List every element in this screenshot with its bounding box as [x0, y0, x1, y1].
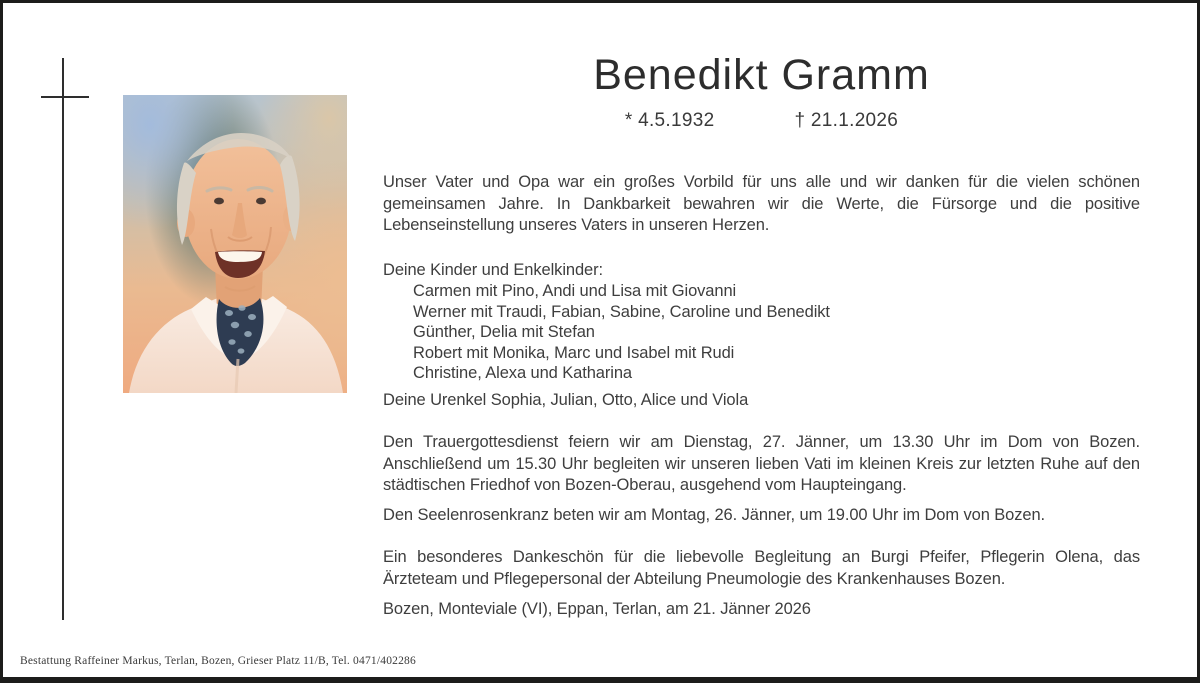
cross-vertical-bar	[62, 58, 64, 620]
death-date: † 21.1.2026	[794, 110, 899, 131]
list-item: Robert mit Monika, Marc und Isabel mit Rudi	[413, 343, 735, 362]
funeral-home-credit: Bestattung Raffeiner Markus, Terlan, Bozen, Grieser Platz 11/B, Tel. 0471/402286	[20, 655, 416, 667]
cross-horizontal-bar	[41, 96, 89, 98]
children-header: Deine Kinder und Enkelkinder:	[383, 260, 603, 279]
place-date-line: Bozen, Monteviale (VI), Eppan, Terlan, am 21. Jänner 2026	[383, 600, 811, 618]
children-list	[383, 281, 1140, 384]
list-item: Carmen mit Pino, Andi und Lisa mit Giovanni	[413, 282, 737, 300]
rosary-line: Den Seelenrosenkranz beten wir am Montag, 26. Jänner, um 19.00 Uhr im Dom von Bozen.	[383, 505, 1046, 524]
list-item: Günther, Delia mit Stefan	[413, 323, 595, 341]
life-dates	[383, 110, 1140, 132]
intro-paragraph: Unser Vater und Opa war ein großes Vorbild für uns alle und wir danken für die vielen schönen gemeinsamen Jahre. In Dankbarkeit bewahren wir die Werte, die Fürsorge und die positive Lebenseinstellung unseres Vaters in unseren Herzen.	[383, 173, 1140, 234]
obituary-body	[383, 172, 1140, 621]
list-item: Christine, Alexa und Katharina	[413, 364, 632, 382]
great-grandchildren-line: Deine Urenkel Sophia, Julian, Otto, Alice und Viola	[383, 390, 749, 409]
portrait-illustration	[123, 95, 347, 393]
list-item: Werner mit Traudi, Fabian, Sabine, Caroline und Benedikt	[413, 302, 830, 321]
funeral-service-paragraph: Den Trauergottesdienst feiern wir am Dienstag, 27. Jänner, um 13.30 Uhr im Dom von Bozen. Anschließend um 15.30 Uhr begleiten wir unseren lieben Vati im kleinen Kreis zur letzten Ruhe auf den städtischen Friedhof von Bozen-Oberau, ausgehend vom Haupteingang.	[383, 433, 1140, 494]
deceased-name: Benedikt Gramm	[593, 51, 930, 99]
thanks-paragraph: Ein besonderes Dankeschön für die liebevolle Begleitung an Burgi Pfeifer, Pflegerin Olena, das Ärzteteam und Pflegepersonal der Abteilung Pneumologie des Krankenhauses Bozen.	[383, 548, 1140, 588]
birth-date: * 4.5.1932	[624, 110, 715, 131]
portrait-photo	[123, 95, 347, 393]
